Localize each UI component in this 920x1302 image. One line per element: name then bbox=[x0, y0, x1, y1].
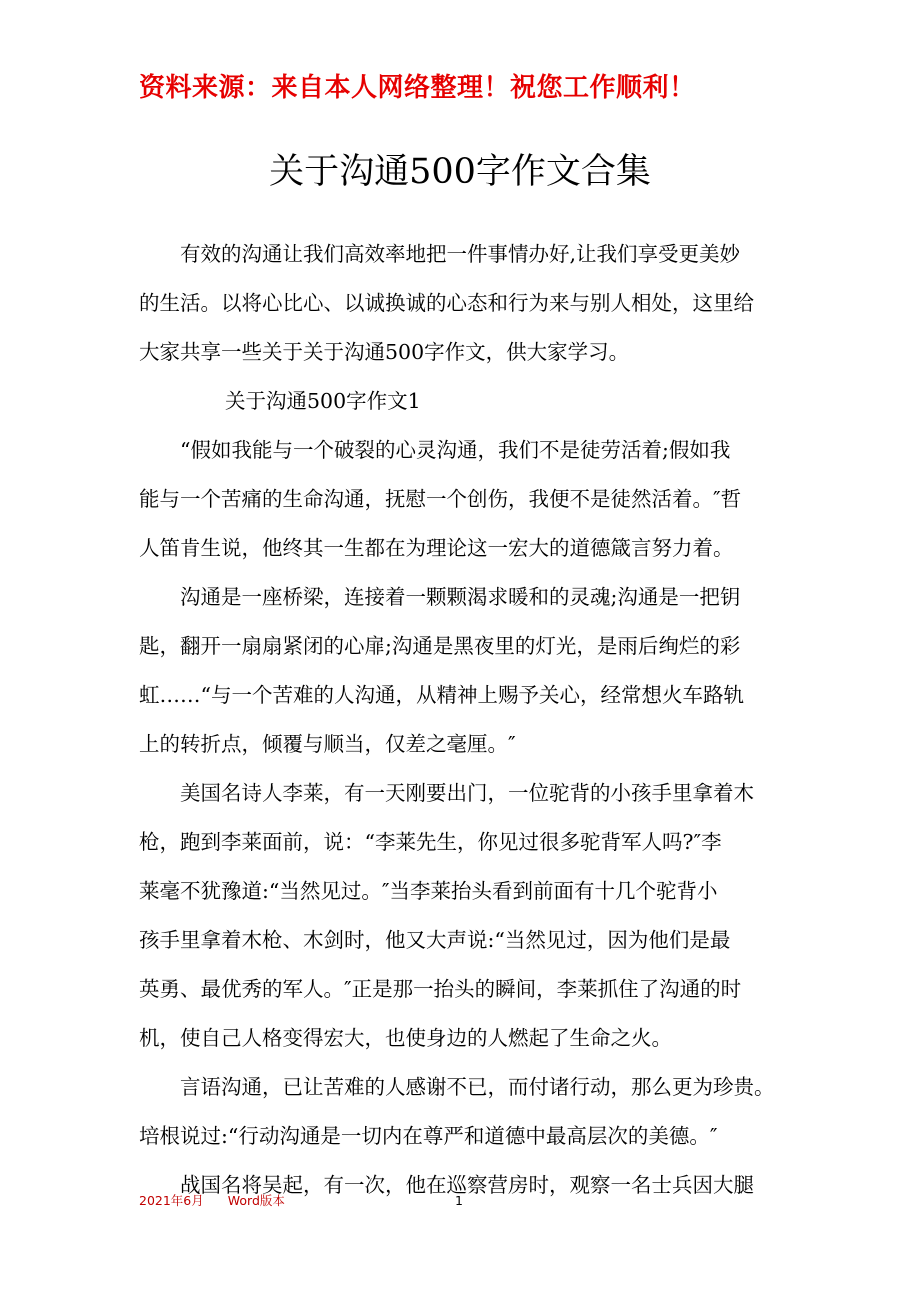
paragraph-line: 英勇、最优秀的军人。″正是那一抬头的瞬间，李莱抓住了沟通的时 bbox=[139, 977, 742, 1001]
paragraph-line: 机，使自己人格变得宏大，也使身边的人燃起了生命之火。 bbox=[139, 1026, 672, 1050]
document-title: 关于沟通500字作文合集 bbox=[269, 152, 651, 192]
footer-version: Word版本 bbox=[227, 1193, 285, 1208]
paragraph-line: 有效的沟通让我们高效率地把一件事情办好,让我们享受更美妙 bbox=[180, 242, 741, 266]
body-paragraph bbox=[139, 769, 809, 1063]
body-paragraph bbox=[139, 573, 809, 769]
paragraph-line: 人笛肯生说，他终其一生都在为理论这一宏大的道德箴言努力着。 bbox=[139, 536, 734, 560]
paragraph-line: 战国名将吴起，有一次，他在巡察营房时，观察一名士兵因大腿 bbox=[180, 1173, 754, 1197]
paragraph-line: 上的转折点，倾覆与顺当，仅差之毫厘。″ bbox=[139, 732, 516, 756]
paragraph-line: “假如我能与一个破裂的心灵沟通，我们不是徒劳活着;假如我 bbox=[180, 438, 731, 462]
paragraph-line: 大家共享一些关于关于沟通500字作文，供大家学习。 bbox=[139, 340, 630, 364]
intro-paragraph bbox=[139, 230, 809, 377]
paragraph-line: 言语沟通，已让苦难的人感谢不已，而付诸行动，那么更为珍贵。 bbox=[180, 1075, 775, 1099]
paragraph-line: 沟通是一座桥梁，连接着一颗颗渴求暖和的灵魂;沟通是一把钥 bbox=[180, 585, 741, 609]
essay-subheading: 关于沟通500字作文1 bbox=[225, 389, 421, 413]
page-number: 1 bbox=[455, 1193, 463, 1208]
paragraph-line: 枪，跑到李莱面前，说：“李莱先生，你见过很多驼背军人吗?″李 bbox=[139, 830, 722, 854]
paragraph-line: 莱毫不犹豫道:“当然见过。″当李莱抬头看到前面有十几个驼背小 bbox=[139, 879, 718, 903]
paragraph-line: 的生活。以将心比心、以诚换诚的心态和行为来与别人相处，这里给 bbox=[139, 291, 754, 315]
paragraph-line: 匙，翻开一扇扇紧闭的心扉;沟通是黑夜里的灯光，是雨后绚烂的彩 bbox=[139, 634, 741, 658]
paragraph-line: 培根说过:“行动沟通是一切内在尊严和道德中最高层次的美德。″ bbox=[139, 1124, 718, 1148]
document-body bbox=[139, 230, 809, 1210]
paragraph-line: 能与一个苦痛的生命沟通，抚慰一个创伤，我便不是徒然活着。″哲 bbox=[139, 487, 742, 511]
body-paragraph bbox=[139, 426, 809, 573]
source-banner: 资料来源：来自本人网络整理！祝您工作顺利！ bbox=[139, 73, 696, 103]
paragraph-line: 虹……“与一个苦难的人沟通，从精神上赐予关心，经常想火车路轨 bbox=[139, 683, 744, 707]
footer-date: 2021年6月 bbox=[139, 1193, 204, 1208]
paragraph-line: 美国名诗人李莱，有一天刚要出门，一位驼背的小孩手里拿着木 bbox=[180, 781, 754, 805]
paragraph-line: 孩手里拿着木枪、木剑时，他又大声说:“当然见过，因为他们是最 bbox=[139, 928, 731, 952]
page-footer bbox=[139, 1192, 285, 1210]
body-paragraph bbox=[139, 1063, 809, 1161]
